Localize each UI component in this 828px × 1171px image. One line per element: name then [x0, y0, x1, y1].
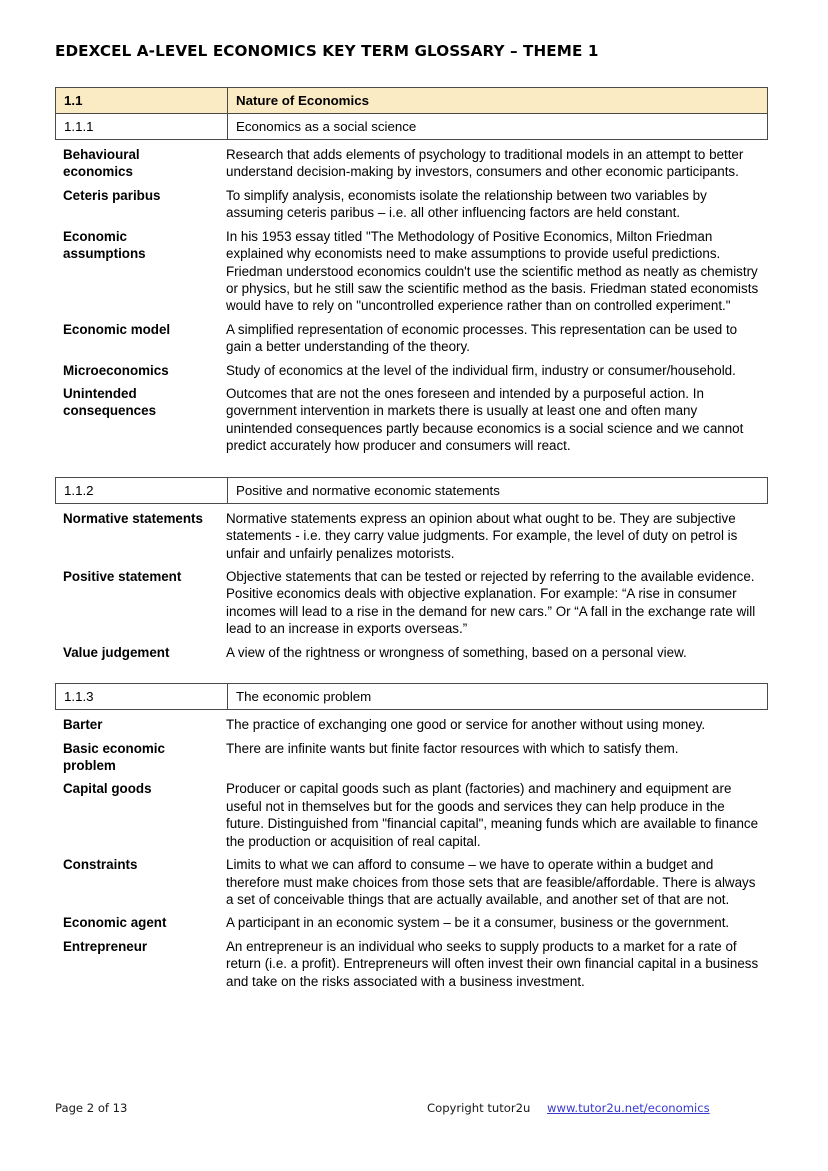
glossary-row [55, 181, 768, 222]
glossary-row [55, 638, 768, 661]
subsection-code: 1.1.3 [56, 684, 228, 710]
copyright-label: Copyright tutor2u [427, 1101, 531, 1115]
subsection-title: Economics as a social science [228, 114, 768, 140]
term-definition: A view of the rightness or wrongness of something, based on a personal view. [226, 644, 687, 660]
glossary-entries-1-1-3 [55, 710, 768, 990]
term-definition: A participant in an economic system – be it a consumer, business or the government. [226, 915, 730, 931]
term-label: Economic assumptions [63, 228, 146, 262]
glossary-row [55, 734, 768, 775]
section-spacer [55, 455, 768, 477]
term-label: Economic agent [63, 915, 167, 931]
glossary-row [55, 379, 768, 455]
tutor2u-website-link[interactable]: www.tutor2u.net/economics [547, 1101, 710, 1115]
term-definition: Normative statements express an opinion about what ought to be. They are subjective statements - i.e. they carry value judgments. For example, the level of duty on petrol is unfair and unfairly penalizes motorists. [226, 510, 738, 561]
term-definition: To simplify analysis, economists isolate the relationship between two variables by assuming ceteris paribus – i.e. all other influencing factors are held constant. [226, 187, 707, 221]
term-definition: Producer or capital goods such as plant (factories) and machinery and equipment are useful not in themselves but for the goods and services they can help produce in the future. Distinguished from "financial capital", meaning funds which are available to finance the production or acquisition of real capital. [226, 781, 759, 849]
section-code: 1.1 [56, 88, 228, 114]
glossary-row [55, 315, 768, 356]
section-header-table-1-1-3 [55, 683, 768, 710]
term-label: Positive statement [63, 569, 182, 585]
glossary-row [55, 222, 768, 315]
term-definition: Limits to what we can afford to consume – we have to operate within a budget and therefore must make choices from those sets that are feasible/affordable. There is always a set of conceivable things that are actually available, and another set of that are not. [226, 857, 756, 907]
glossary-row [55, 356, 768, 379]
glossary-entries-1-1-1 [55, 140, 768, 455]
page-number-label: Page 2 of 13 [55, 1101, 128, 1115]
section-header-table-1-1 [55, 87, 768, 140]
subsection-code: 1.1.2 [56, 477, 228, 503]
glossary-row [55, 140, 768, 181]
term-definition: There are infinite wants but finite factor resources with which to satisfy them. [226, 740, 679, 756]
page-title: EDEXCEL A-LEVEL ECONOMICS KEY TERM GLOSSARY – THEME 1 [55, 42, 599, 60]
term-label: Value judgement [63, 644, 170, 660]
term-definition: The practice of exchanging one good or service for another without using money. [226, 717, 706, 733]
glossary-entries-1-1-2 [55, 504, 768, 661]
term-definition: Study of economics at the level of the individual firm, industry or consumer/household. [226, 362, 736, 378]
section-title: Nature of Economics [228, 88, 768, 114]
page-footer [55, 1101, 768, 1121]
term-label: Economic model [63, 321, 171, 337]
subsection-title: Positive and normative economic statements [228, 477, 768, 503]
glossary-row [55, 932, 768, 990]
subsection-code: 1.1.1 [56, 114, 228, 140]
section-main-row [56, 88, 768, 114]
term-definition: A simplified representation of economic processes. This representation can be used to gain a better understanding of the theory. [226, 321, 738, 355]
term-definition: Research that adds elements of psychology to traditional models in an attempt to better understand decision-making by investors, consumers and other economic participants. [226, 147, 744, 180]
term-label: Behavioural economics [63, 147, 140, 180]
section-header-table-1-1-2 [55, 477, 768, 504]
glossary-row [55, 504, 768, 562]
subsection-row [56, 477, 768, 503]
glossary-row [55, 908, 768, 931]
term-label: Microeconomics [63, 362, 169, 378]
term-definition: In his 1953 essay titled "The Methodology of Positive Economics, Milton Friedman explained why economists need to make assumptions to provide useful predictions. Friedman understood economics couldn't use the scientific method as neatly as chemistry or physics, but he still saw the scientific method as the basis. Friedman stated economists would have to rely on "uncontrolled experience rather than on controlled experiment." [226, 228, 759, 314]
term-label: Constraints [63, 857, 138, 873]
term-label: Normative statements [63, 510, 203, 526]
term-definition: Outcomes that are not the ones foreseen and intended by a purposeful action. In government intervention in markets there is usually at least one and often many unintended consequences partly because economics is a social science and we cannot predict accurately how producer and consumers will react. [226, 386, 744, 454]
subsection-row [56, 684, 768, 710]
term-definition: Objective statements that can be tested or rejected by referring to the available evidence. Positive economics deals with objective explanation. For example: “A rise in consumer incomes will lead to a rise in the demand for new cars.” Or “A fall in the exchange rate will lead to an increase in exports overseas.” [226, 569, 756, 637]
term-label: Basic economic problem [63, 740, 165, 773]
subsection-row [56, 114, 768, 140]
term-label: Entrepreneur [63, 938, 148, 954]
glossary-row [55, 710, 768, 733]
term-definition: An entrepreneur is an individual who seeks to supply products to a market for a rate of return (i.e. a profit). Entrepreneurs will often invest their own financial capital in a business and take on the risks associated with a business investment. [226, 938, 759, 989]
term-label: Capital goods [63, 781, 152, 797]
section-spacer [55, 661, 768, 683]
glossary-row [55, 774, 768, 850]
term-label: Ceteris paribus [63, 187, 161, 203]
term-label: Unintended consequences [63, 386, 157, 419]
term-label: Barter [63, 717, 103, 733]
subsection-title: The economic problem [228, 684, 768, 710]
document-content [55, 42, 768, 990]
glossary-row [55, 850, 768, 908]
glossary-row [55, 562, 768, 638]
